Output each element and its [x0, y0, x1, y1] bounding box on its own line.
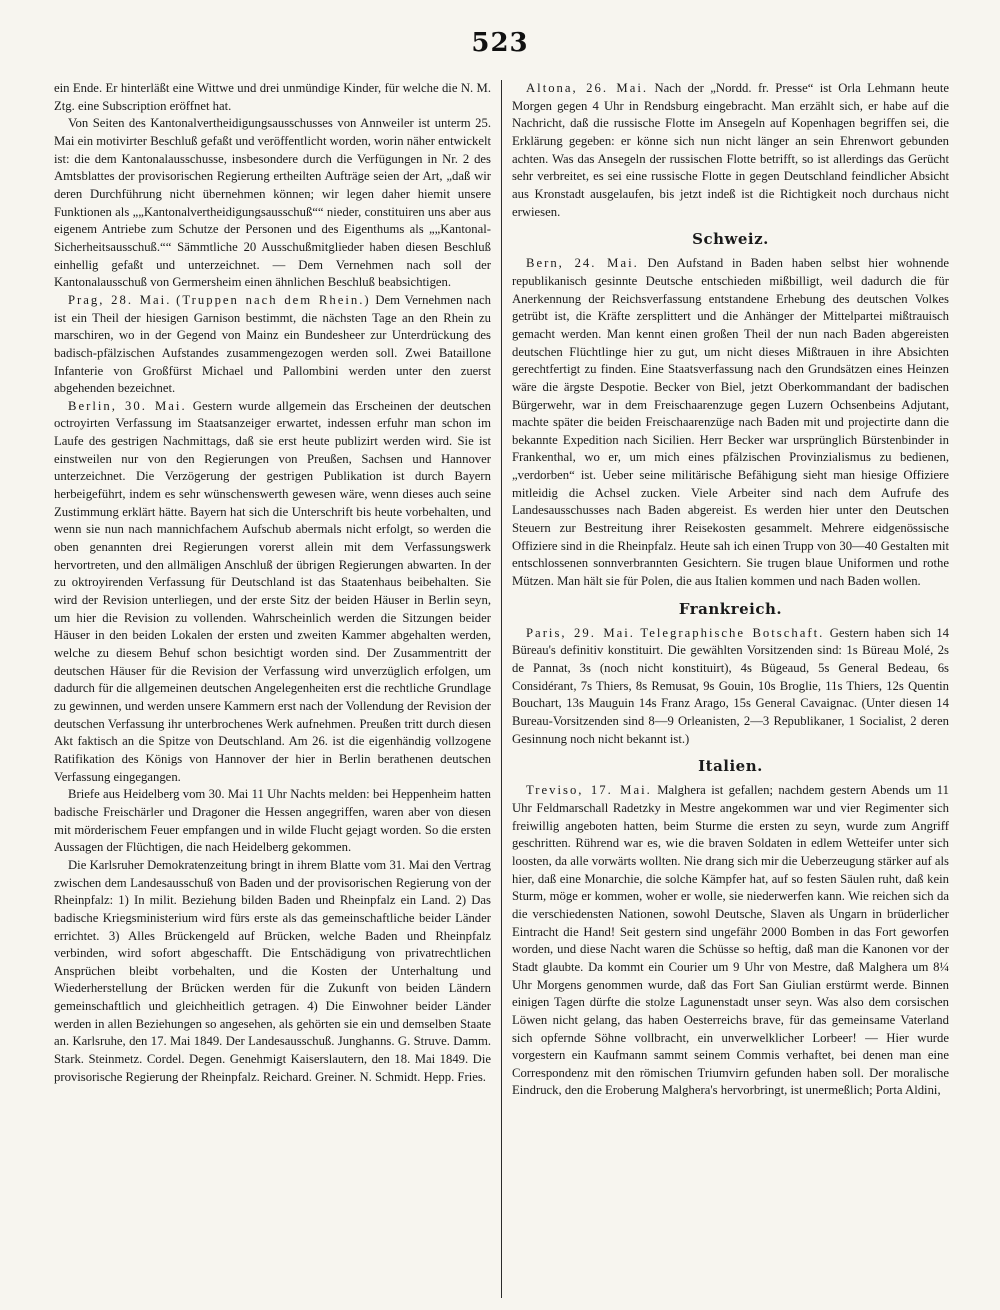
article-paragraph [54, 292, 491, 398]
article-paragraph [512, 80, 949, 221]
article-paragraph: Von Seiten des Kantonalvertheidigungsausschusses von Annweiler ist unterm 25. Mai ein motivirter Beschluß gefaßt und veröffentlicht worden, worin näher entwickelt ist: die dem Kantonalausschusse, insbesondere durch die Verfügungen in Nr. 2 des Amtsblattes der provisorischen Regierung ertheilten Aufträge seien der Art, „daß wir deren Durchführung nicht übernehmen können; wir legen daher hiemit unsere Funktionen als „„Kantonalvertheidigungsausschuß““ nieder, constituiren uns aber aus eigenem Antriebe zum Schutze der Personen und des Eigenthums als „„Kantonal-Sicherheitsausschuß.““ Sämmtliche 20 Ausschußmitglieder haben diesen Beschluß einhellig gefaßt und unterzeichnet. — Dem Vernehmen nach soll der Kantonalausschuß von Germersheim einen ähnlichen Beschluß beabsichtigen. [54, 116, 491, 290]
column-divider [501, 80, 502, 1298]
article-body: Dem Vernehmen nach ist ein Theil der hiesigen Garnison bestimmt, die nächsten Tage an den Rhein zu marschiren, wo in der Gegend von Mainz ein Bundesheer zur Unterdrückung des badisch-pfälzischen Aufstandes zusammengezogen werden soll. Zwei Bataillone Infanterie von Großfürst Michael und Pallombini werden unter den zuerst abgehenden bezeichnet. [54, 292, 491, 396]
article-paragraph [54, 398, 491, 786]
article-subhead: (Truppen nach dem Rhein.) [176, 292, 371, 307]
section-heading-france: Frankreich. [678, 599, 783, 618]
right-column [512, 80, 949, 1298]
section-heading-switzerland: Schweiz. [692, 230, 769, 249]
dateline: Altona, 26. Mai. [526, 81, 649, 95]
article-paragraph: ein Ende. Er hinterläßt eine Wittwe und drei unmündige Kinder, für welche die N. M. Ztg. eine Subscription eröffnet hat. [54, 81, 491, 113]
article-body: Den Aufstand in Baden haben selbst hier wohnende republikanisch gesinnte Deutsche entschieden mißbilligt, weil dadurch die für Anerkennung der Reichsverfassung entstandene Erhebung des deutschen Volkes getrübt ist, die Kräfte zersplittert und die Anhänger der Mittelpartei mißtrauisch gemacht werden. Man kennt einen großen Theil der nun nach Baden abgereisten deutschen Flüchtlinge hier zu gut, um nicht dieses Mißtrauen in ihre Absichten gerechtfertigt zu finden. Eine Staatsverfassung nach den Grundsätzen eines Heinzen wäre die ärgste Despotie. Becker von Biel, jetzt Oberkommandant der badischen Bürgerwehr, war in dem Freischaarenzuge gegen Luzern Ochsenbeins Adjutant, machte später die beiden Freischaarenzüge nach Baden mit und projectirte dann die bekannte Expedition nach Sicilien. Herr Becker war ursprünglich Bürstenbinder in Frankenthal, wo er, um mich eines pfälzischen Provinzialismus zu bedienen, „verdorben“ ist. Ueber seine militärische Befähigung sieht man hiesige Offiziere mitleidig die Achsel zucken. Viele Arbeiter sind nach dem Aufrufe des Landesausschusses nach Baden abgereist. Es werden hier unter den Deutschen Steuern zur Bestreitung ihrer Reisekosten gesammelt. Mehrere eidgenössische Offiziere sind in die Rheinpfalz. Heute sah ich einen Trupp von 30—40 Gestalten mit entschlossenen sonnverbrannten Gesichtern. Sie trugen blaue Uniformen und rothe Mützen. Man hält sie für Polen, die aus Italien kommen und nach Baden wollen. [512, 256, 949, 589]
dateline: Prag, 28. Mai. [68, 292, 172, 307]
article-body: Malghera ist gefallen; nachdem gestern Abends um 11 Uhr Feldmarschall Radetzky in Mestre angekommen war und vier Regimenter sich freiwillig angeboten hatten, beim Sturme die ersten zu seyn, wurde zum Angriff geschritten. Rührend war es, wie die braven Soldaten in edlem Wetteifer unter sich loosten, da alle vorwärts wollten. Nie drang sich mir die Ueberzeugung stärker auf als hier, daß eine Monarchie, die solche Kämpfer hat, auf so festen Säulen ruht, daß kein Sturm, möge er kommen, woher er wolle, sie niederwerfen kann. Wie reichen sich da die verschiedensten Nationen, sowohl Deutsche, Slaven als Ungarn in brüderlicher Eintracht die Hand! Seit gestern sind ungefähr 2000 Bomben in das Fort geworfen worden, und diese Nacht waren die Schüsse so heftig, daß man die Kanonen vor der Stadt glaubte. Da kommt ein Courier um 9 Uhr von Mestre, daß Malghera um 8¼ Uhr Morgens genommen wurde, daß das Fort San Giulian erstürmt werde. Binnen einigen Tagen dürfte die stolze Lagunenstadt unser seyn. Was also dem corsischen Löwen nicht gelang, das haben Oesterreichs brave, für das gemeinsame Vaterland sich opfernde Söhne vollbracht, ein unverwelklicher Lorbeer! — Hier wurde vorgestern ein Kaufmann sammt seinem Commis verhaftet, bei denen man eine Correspondenz mit den römischen Triumvirn gefunden haben soll. Der moralische Eindruck, den die Eroberung Malghera's hervorbringt, ist unermeßlich; Porta Aldini, [512, 783, 949, 1098]
article-paragraph [512, 782, 949, 1100]
article-paragraph [512, 255, 949, 590]
article-paragraph: Briefe aus Heidelberg vom 30. Mai 11 Uhr Nachts melden: bei Heppenheim hatten badische Freischärler und Dragoner die Hessen angegriffen, waren aber von diesen mit mörderischem Feuer empfangen und in wilde Flucht gejagt worden. So die ersten Aussagen der Flüchtigen, die nach Heidelberg gekommen. [54, 787, 491, 855]
dateline: Berlin, 30. Mai. [68, 398, 187, 413]
article-body: Gestern haben sich 14 Büreau's definitiv konstituirt. Die gewählten Vorsitzenden sind: 1s Büreau Molé, 2s de Pannat, 3s (noch nicht konstituirt), 4s Bügeaud, 5s General Bedeau, 6s Considérant, 7s Thiers, 8s Remusat, 9s Gouin, 10s Broglie, 11s Thiers, 12s Quentin Bouchart, 13s Mauguin 14s Franz Arago, 15s General Cavaignac. (Unter diesen 14 Bureau-Vorsitzenden sind 8—9 Orleanisten, 2—3 Republikaner, 1 Socialist, 2 deren Gesinnung noch nicht bekannt ist.) [512, 625, 949, 746]
dateline: Treviso, 17. Mai. [526, 783, 652, 798]
left-column [54, 80, 491, 1298]
article-paragraph [512, 625, 949, 749]
article-body: Gestern wurde allgemein das Erscheinen der deutschen octroyirten Verfassung im Staatsanzeiger erwartet, indessen erfuhr man schon im Laufe des gestrigen Nachmittags, daß sie erst heute publizirt werden wird. Sie ist einstweilen nur von den Regierungen von Preußen, Sachsen und Hannover unterzeichnet. Die Verzögerung der gestrigen Publikation ist durch Bayern herbeigeführt, indem es sehr wünschenswerth gewesen wäre, wenn dieses auch seine Zustimmung erklärt hätte. Bayern hat sich die Unterschrift bis heute vorbehalten, und wenn sie nun nach mannichfachem Aufschub abermals nicht erfolgt, so werden die oben genannten drei Regierungen vorerst allein mit dem Verfassungswerk hervortreten, und den allmäligen Anschluß der übrigen Regierungen abwarten. In der zu oktroyirenden Verfassung für Deutschland ist das Staatenhaus beibehalten. Sie wird der Revision unterliegen, und der erste Sitz der beiden Häuser in Berlin seyn, um hier die Revision zu vollenden. Wahrscheinlich werden die Sitzungen beider Häuser in den beiden Lokalen der ersten und zweiten Kammer abgehalten werden, welche zu diesem Behuf schon besichtigt worden sind. Der Zusammentritt der deutschen Häuser für die Revision der Verfassung wird unverzüglich erfolgen, um dadurch für die allgemeinen deutschen Angelegenheiten erst die rechtliche Grundlage zu gewinnen, und werden unsere Kammern erst nach der Vollendung der Revision der deutschen Verfassung ihr unterbrochenes Werk aufnehmen. Preußen tritt durch diesen Akt faktisch an die Spitze von Deutschland. Am 26. ist die eigenhändig vollzogene Ratifikation des Königs von Hannover der hier in Berlin berathenen deutschen Verfassung eingegangen. [54, 398, 491, 784]
dateline: Paris, 29. Mai. [526, 625, 635, 640]
article-body: Nach der „Nordd. fr. Presse“ ist Orla Lehmann heute Morgen gegen 4 Uhr in Rendsburg eingebracht. Man erzählt sich, er habe auf die Nachricht, daß die russische Flotte im Ansegeln auf Kopenhagen begriffen sei, die Erklärung gegeben: er könne sich nun nicht länger an sein Ehrenwort gebunden achten. Was das Ansegeln der russischen Flotte betrifft, so ist allerdings das Gerücht sehr verbreitet, es sei eine russische Flotte in gegen Deutschland feindlicher Absicht aus Kronstadt ausgelaufen, bis jetzt indeß ist die Richtigkeit noch durchaus nicht erwiesen. [512, 81, 949, 219]
article-paragraph: Die Karlsruher Demokratenzeitung bringt in ihrem Blatte vom 31. Mai den Vertrag zwischen dem Landesausschuß von Baden und der provisorischen Regierung von der Rheinpfalz: 1) In milit. Beziehung bilden Baden und Rheinpfalz ein Land. 2) Das badische Kriegsministerium wird fürs erste als das gemeinschaftliche beider Länder errichtet. 3) Alles Brückengeld auf Brücken, welche Baden und Rheinpfalz verbinden, wird sofort abgeschafft. Die Entschädigung von privatrechtlichen Ansprüchen bleibt vorbehalten, und die Kosten der Unterhaltung und Wiederherstellung der Brücken werden für die Zukunft von beiden Ländern gemeinschaftlich und gleichheitlich getragen. 4) Die Einwohner beider Länder werden in allen Beziehungen so angesehen, als gehörten sie ein und demselben Staate an. Karlsruhe, den 17. Mai 1849. Der Landesausschuß. Junghanns. G. Struve. Damm. Stark. Steinmetz. Cordel. Degen. Genehmigt Kaiserslautern, den 18. Mai 1849. Die provisorische Regierung der Rheinpfalz. Reichard. Greiner. N. Schmidt. Hepp. Fries. [54, 857, 491, 1084]
page-number: 523 [471, 28, 529, 58]
section-heading-italy: Italien. [698, 757, 763, 776]
article-subhead: Telegraphische Botschaft. [640, 625, 825, 640]
dateline: Bern, 24. Mai. [526, 256, 639, 271]
